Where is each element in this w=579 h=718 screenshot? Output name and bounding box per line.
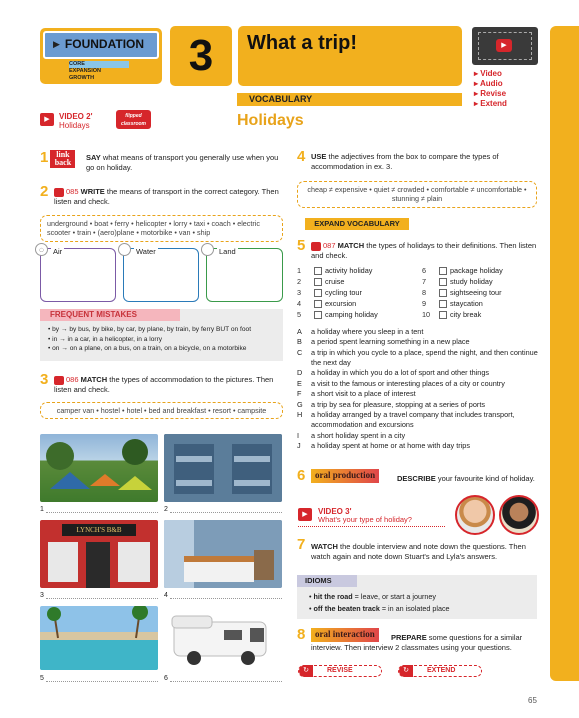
media-link-extend[interactable]: ▸ Extend [474, 99, 507, 108]
shop-sign: LYNCH'S B&B [62, 524, 136, 536]
photo-hotel [164, 520, 282, 588]
holiday-types-right [422, 265, 537, 320]
photo-label-4: 4 [164, 592, 168, 599]
exercise-4: 4 USE the adjectives from the box to compare the types of accommodation in ex. 3. [297, 148, 499, 171]
avatar-stuart [455, 495, 495, 535]
section-tag: VOCABULARY [237, 93, 462, 106]
checkbox[interactable] [314, 267, 322, 275]
avatar-lyla [499, 495, 539, 535]
extend-icon: ↻ [399, 665, 413, 677]
transport-word-box: underground • boat • ferry • helicopter • lorry • taxi • coach • electric scooter • train • (aero)plane • motorbike • van • ship [40, 215, 283, 242]
definition-item: H a holiday arranged by a travel company that includes transport, accommodation and excursions [297, 409, 515, 430]
exercise-2: 2 085 WRITE the means of transport in the correct category. Then listen and check. [40, 183, 279, 206]
definition-item: G a trip by sea for pleasure, stopping at a series of ports [297, 399, 486, 409]
holiday-item: 10 city break [422, 309, 482, 319]
idioms-title: IDIOMS [297, 575, 357, 587]
frequent-mistakes-title: FREQUENT MISTAKES [40, 309, 180, 321]
level-foundation: FOUNDATION [64, 37, 145, 52]
photo-hostel [164, 434, 282, 502]
media-link-video[interactable]: ▸ Video [474, 69, 502, 78]
category-water [123, 248, 199, 302]
exercise-3: 3 086 MATCH the types of accommodation to the pictures. Then listen and check. [40, 371, 274, 394]
holiday-item: 1 activity holiday [297, 265, 373, 275]
unit-number-box [170, 26, 232, 86]
exercise-1: 1 link back SAY what means of transport you generally use when you go on holiday. [40, 149, 279, 172]
revise-button[interactable]: ↻ REVISE [298, 665, 382, 677]
checkbox[interactable] [439, 289, 447, 297]
holiday-item: 9 staycation [422, 298, 483, 308]
media-links [474, 69, 507, 109]
circle-icon [118, 243, 131, 256]
holiday-item: 7 study holiday [422, 276, 493, 286]
water-label: Water [136, 247, 156, 256]
checkbox[interactable] [314, 300, 322, 308]
category-land [206, 248, 283, 302]
level-box [40, 28, 162, 84]
checkbox[interactable] [314, 289, 322, 297]
mistake-item: • on → on a plane, on a bus, on a train, on a bicycle, on a motorbike [48, 345, 247, 353]
definition-item: B a period spent learning something in a new place [297, 337, 470, 347]
definition-item: F a short visit to a place of interest [297, 389, 416, 399]
checkbox[interactable] [439, 300, 447, 308]
unit-number: 3 [188, 31, 214, 81]
definition-item: C a trip in which you cycle to a place, spend the night, and then continue the next day [297, 347, 538, 368]
audio-icon[interactable] [311, 242, 321, 251]
mistake-item: • in → in a car, in a helicopter, in a lorry [48, 335, 163, 343]
photo-label-2: 2 [164, 506, 168, 513]
audio-icon[interactable] [54, 376, 64, 385]
photo-camper-van [164, 606, 282, 670]
level-core[interactable]: CORE [69, 61, 129, 68]
video-3-link[interactable]: ▶ VIDEO 3' What's your type of holiday? [298, 507, 445, 527]
media-link-revise[interactable]: ▸ Revise [474, 89, 507, 98]
definitions-list [297, 327, 542, 451]
video-2-link[interactable]: ▶ VIDEO 2' Holidays [40, 112, 92, 130]
extend-button[interactable]: ↻ EXTEND [398, 665, 482, 677]
level-growth[interactable]: GROWTH [69, 74, 95, 81]
video-icon: ▶ [298, 508, 312, 521]
mistake-item: • by → by bus, by bike, by car, by plane, by train, by ferry BUT on foot [48, 326, 252, 333]
answer-line [170, 512, 282, 513]
idiom-item: • off the beaten track = in an isolated place [309, 603, 450, 613]
link-back-badge[interactable]: link back [50, 150, 75, 168]
exercise-6: 6 oral production DESCRIBE your favourite kind of holiday. [297, 467, 535, 484]
photo-label-5: 5 [40, 675, 44, 682]
idioms-box [297, 575, 537, 619]
oral-production-tag: oral production [311, 469, 379, 483]
answer-line [170, 598, 282, 599]
level-expansion[interactable]: EXPANSION [69, 67, 101, 74]
exercise-7: 7 WATCH the double interview and note down the questions. Then watch again and note down Stuart's and Lyla's answers. [297, 536, 526, 561]
definition-item: J a holiday spent at home or at home with day trips [297, 440, 470, 450]
section-title: Holidays [237, 112, 304, 129]
air-label: Air [53, 247, 63, 256]
land-label: Land [219, 247, 236, 256]
answer-line [46, 512, 158, 513]
media-link-audio[interactable]: ▸ Audio [474, 79, 503, 88]
answer-line [46, 598, 158, 599]
exercise-8: 8 oral interaction PREPARE some questions for a similar interview. Then interview 2 classmates using your questions. [297, 626, 523, 652]
media-thumbnail[interactable] [472, 27, 538, 65]
holiday-types-left [297, 265, 417, 320]
photo-campsite [40, 434, 158, 502]
photo-label-1: 1 [40, 506, 44, 513]
holiday-item: 3 cycling tour [297, 287, 362, 297]
unit-title-box [238, 26, 462, 86]
frequent-mistakes-box [40, 309, 283, 361]
photo-resort [40, 606, 158, 670]
flipped-classroom-badge[interactable]: flipped classroom [116, 110, 151, 129]
idiom-item: • hit the road = leave, or start a journey [309, 592, 436, 601]
holiday-item: 2 cruise [297, 276, 345, 286]
circle-icon: ◯ [35, 243, 48, 256]
circle-icon [201, 243, 214, 256]
category-air [40, 248, 116, 302]
holiday-item: 8 sightseeing tour [422, 287, 502, 297]
checkbox[interactable] [314, 311, 322, 319]
checkbox[interactable] [314, 278, 322, 286]
answer-line [170, 681, 282, 682]
level-main[interactable] [43, 31, 159, 59]
checkbox[interactable] [439, 267, 447, 275]
photo-bed-and-breakfast [40, 520, 158, 588]
definition-item: E a visit to the famous or interesting places of a city or country [297, 378, 505, 388]
page-number: 65 [528, 696, 537, 705]
expand-vocabulary-tag: EXPAND VOCABULARY [305, 218, 409, 230]
definition-item: I a short holiday spent in a city [297, 430, 406, 440]
revise-icon: ↻ [299, 665, 313, 677]
accommodation-word-box: camper van • hostel • hotel • bed and breakfast • resort • campsite [40, 402, 283, 419]
play-icon: ▶ [53, 39, 60, 50]
play-button-icon: ▶ [496, 39, 512, 52]
photo-label-3: 3 [40, 592, 44, 599]
checkbox[interactable] [439, 278, 447, 286]
adjectives-word-box: cheap ≠ expensive • quiet ≠ crowded • comfortable ≠ uncomfortable • stunning ≠ plain [297, 181, 537, 208]
definition-item: A a holiday where you sleep in a tent [297, 327, 424, 336]
definition-item: D a holiday in which you do a lot of sport and other things [297, 368, 490, 378]
answer-line [46, 681, 158, 682]
holiday-item: 4 excursion [297, 298, 357, 308]
holiday-item: 5 camping holiday [297, 309, 378, 319]
oral-interaction-tag: oral interaction [311, 628, 379, 642]
unit-title: What a trip! [247, 32, 357, 54]
page-edge-tab [550, 26, 579, 681]
photo-label-6: 6 [164, 675, 168, 682]
holiday-item: 6 package holiday [422, 265, 503, 275]
video-icon: ▶ [40, 113, 54, 126]
exercise-5: 5 087 MATCH the types of holidays to their definitions. Then listen and check. [297, 237, 537, 260]
audio-icon[interactable] [54, 188, 64, 197]
checkbox[interactable] [439, 311, 447, 319]
